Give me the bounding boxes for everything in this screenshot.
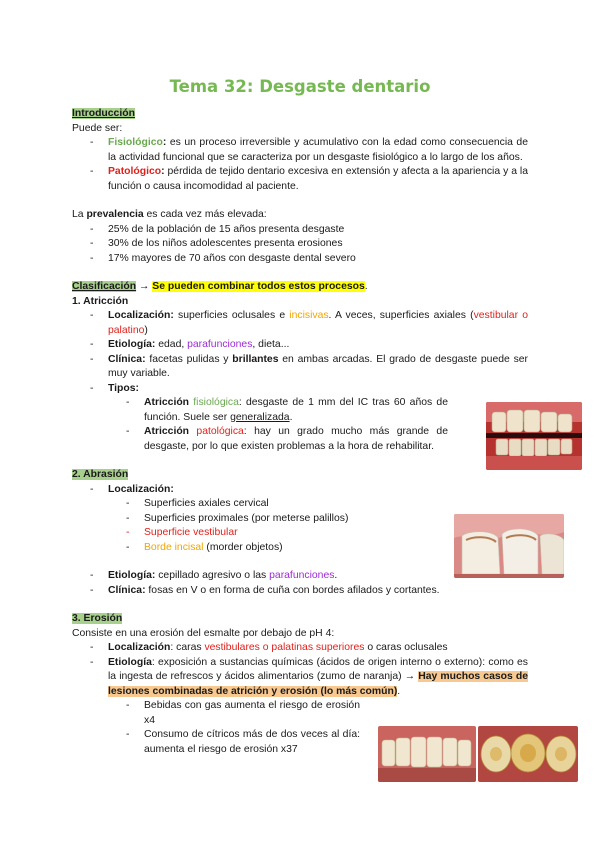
list-item: - Fisiológico: es un proceso irreversible y acumulativo con la edad como consecuencia de la actividad funcional que se caracteriza por un desgaste fisiológico a lo largo de los años. xyxy=(72,136,528,165)
list-item: - Consumo de cítricos más de dos veces al día: aumenta el riesgo de erosión x37 xyxy=(108,728,360,757)
list-item: - Etiología: cepillado agresivo o las parafunciones. xyxy=(72,569,528,584)
document-page xyxy=(72,76,528,757)
list-item: - Atricción fisiológica: desgaste de 1 mm del IC tras 60 años de función. Suele ser generalizada. xyxy=(108,396,448,425)
intro-heading: Introducción xyxy=(72,108,135,119)
list-item: - Superficies axiales cervical xyxy=(108,497,528,512)
list-item: - Atricción patológica: hay un grado mucho más grande de desgaste, por lo que existen problemas a la hora de rehabilitar. xyxy=(108,425,448,454)
tipos-list xyxy=(108,396,448,454)
erosion-teeth-image-1 xyxy=(378,726,476,782)
intro-list xyxy=(72,136,528,194)
atricion-teeth-image xyxy=(486,402,582,470)
list-item: - Tipos: - Atricción fisiológica: desgaste de 1 mm del IC tras 60 años de función. Suele ser generalizada. - Atricción patológica: hay un grado mucho más grande de desgaste, por lo que existen problemas a la hora de rehabilitar. xyxy=(72,382,528,455)
list-item: - Patológico: pérdida de tejido dentario excesiva en extensión y afecta a la apariencia y a la función o causa incomodidad al paciente. xyxy=(72,165,528,194)
erosion-sub-list xyxy=(108,699,360,757)
erosion-lead: Consiste en una erosión del esmalte por debajo de pH 4: xyxy=(72,627,335,639)
intro-lead: Puede ser: xyxy=(72,122,123,134)
atriccion-heading: 1. Atricción xyxy=(72,295,129,307)
abrasion-heading: 2. Abrasión xyxy=(72,469,129,480)
list-item: - Localización: caras vestibulares o palatinas superiores o caras oclusales xyxy=(72,641,528,656)
list-item: - Localización: - Superficies axiales cervical - Superficies proximales (por meterse palillos) - Superficie vestibular - Borde incisal (morder objetos) xyxy=(72,483,528,556)
list-item: - Etiología: edad, parafunciones, dieta... xyxy=(72,338,528,353)
erosion-heading: 3. Erosión xyxy=(72,613,123,624)
page-title: Tema 32: Desgaste dentario xyxy=(169,77,431,96)
prevalence-list xyxy=(72,223,528,267)
list-item: - Superficies proximales (por meterse palillos) xyxy=(108,512,528,527)
list-item: - 17% mayores de 70 años con desgaste dental severo xyxy=(72,252,528,267)
list-item: - Borde incisal (morder objetos) xyxy=(108,541,528,556)
list-item: - 25% de la población de 15 años presenta desgaste xyxy=(72,223,528,238)
erosion-teeth-image-2 xyxy=(478,726,578,782)
abrasion-teeth-image xyxy=(454,514,564,578)
atriccion-list xyxy=(72,309,528,454)
list-item: - Clínica: fosas en V o en forma de cuña con bordes afilados y cortantes. xyxy=(72,584,528,599)
list-item: - Clínica: facetas pulidas y brillantes en ambas arcadas. El grado de desgaste puede ser muy variable. xyxy=(72,353,528,382)
list-item: - Bebidas con gas aumenta el riesgo de erosión x4 xyxy=(108,699,360,728)
list-item: - Superficie vestibular xyxy=(108,526,528,541)
clasificacion-heading: Clasificación → Se pueden combinar todos estos procesos. xyxy=(72,281,368,292)
list-item: - Etiología: exposición a sustancias químicas (ácidos de origen interno o externo): como es la ingesta de refrescos y ácidos alimentarios (zumo de naranja) → Hay muchos casos de lesiones combinadas de atrición y erosión (lo más común). - Bebidas con gas aumenta el riesgo de erosión x4 - Consumo de cítricos más de dos veces al día: aumenta el riesgo de erosión x37 xyxy=(72,656,528,758)
prevalence-lead: La prevalencia es cada vez más elevada: xyxy=(72,209,267,220)
list-item: - Localización: superficies oclusales e incisivas. A veces, superficies axiales (vestibular o palatino) xyxy=(72,309,528,338)
list-item: - 30% de los niños adolescentes presenta erosiones xyxy=(72,237,528,252)
